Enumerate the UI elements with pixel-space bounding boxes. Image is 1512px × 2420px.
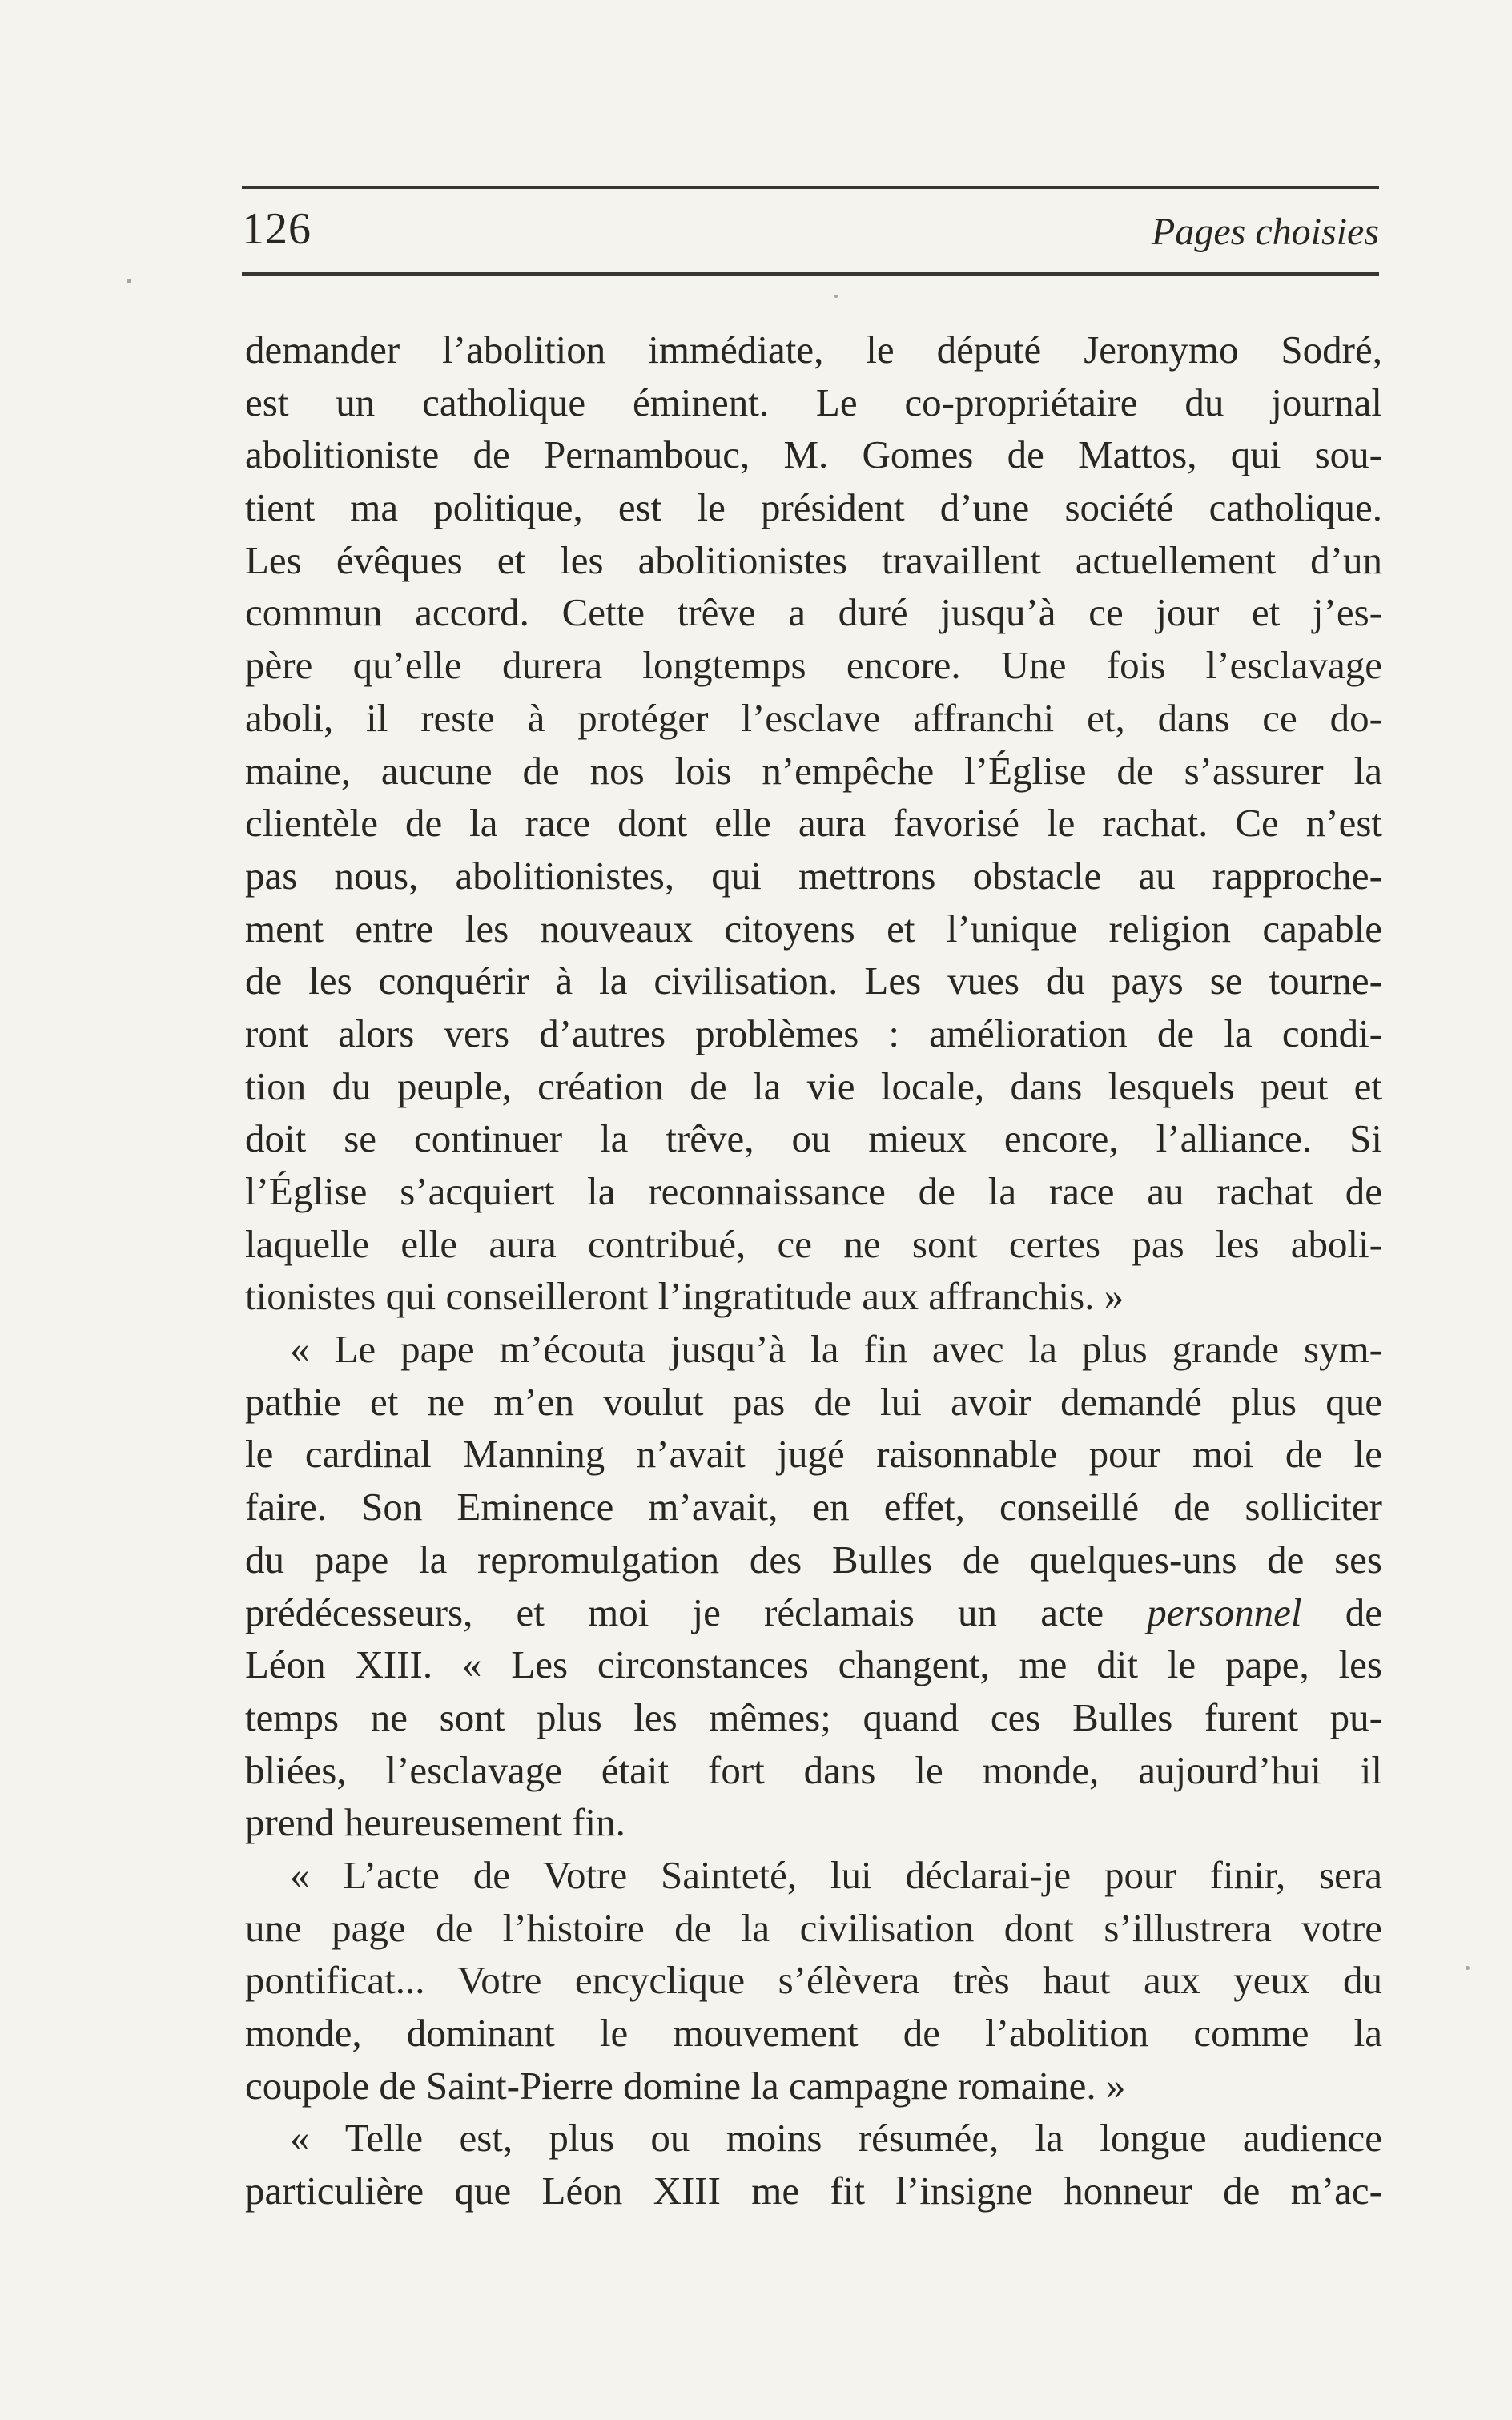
text-line: pas nous, abolitionistes, qui mettrons obstacle au rapproche- (245, 853, 1382, 898)
running-title: Pages choisies (1152, 211, 1379, 253)
text-line: est un catholique éminent. Le co-propriétaire du journal (245, 380, 1382, 424)
text-line: commun accord. Cette trêve a duré jusqu’à ce jour et j’es- (245, 590, 1382, 635)
text-fragment: prédécesseurs, et moi je réclamais un acte (245, 1590, 1104, 1634)
text-line: abolitioniste de Pernambouc, M. Gomes de Mattos, qui sou- (245, 432, 1382, 477)
text-line: tionistes qui conseilleront l’ingratitude aux affranchis. » (245, 1274, 1124, 1319)
text-line: « L’acte de Votre Sainteté, lui déclarai-je pour finir, sera (290, 1852, 1382, 1897)
text-line: maine, aucune de nos lois n’empêche l’Église de s’assurer la (245, 748, 1382, 793)
text-line: l’Église s’acquiert la reconnaissance de la race au rachat de (245, 1169, 1382, 1213)
text-line: aboli, il reste à protéger l’esclave affranchi et, dans ce do- (245, 695, 1382, 740)
body-text (245, 324, 1382, 2217)
text-line: du pape la repromulgation des Bulles de quelques-uns de ses (245, 1537, 1382, 1582)
text-line-mixed (245, 1586, 1382, 1639)
text-line: une page de l’histoire de la civilisation dont s’illustrera votre (245, 1905, 1382, 1950)
text-line: pontificat... Votre encyclique s’élèvera très haut aux yeux du (245, 1958, 1382, 2003)
text-line: Léon XIII. « Les circonstances changent, me dit le pape, les (245, 1642, 1382, 1687)
paper-speck (834, 295, 838, 298)
text-line: le cardinal Manning n’avait jugé raisonnable pour moi de le (245, 1432, 1382, 1477)
header-top-rule (242, 186, 1379, 189)
text-line: tient ma politique, est le président d’une société catholique. (245, 485, 1382, 530)
text-fragment: de (1345, 1590, 1382, 1634)
text-line: père qu’elle durera longtemps encore. Une fois l’esclavage (245, 643, 1382, 688)
text-line: ment entre les nouveaux citoyens et l’unique religion capable (245, 906, 1382, 951)
header-bottom-rule (242, 272, 1379, 276)
text-line: laquelle elle aura contribué, ce ne sont certes pas les aboli- (245, 1221, 1382, 1266)
text-line: pathie et ne m’en voulut pas de lui avoir demandé plus que (245, 1379, 1382, 1424)
text-line: particulière que Léon XIII me fit l’insigne honneur de m’ac- (245, 2169, 1382, 2213)
paper-speck (1466, 1966, 1470, 1970)
text-line: faire. Son Eminence m’avait, en effet, conseillé de solliciter (245, 1485, 1382, 1530)
text-line: Les évêques et les abolitionistes travaillent actuellement d’un (245, 537, 1382, 582)
text-line: « Le pape m’écouta jusqu’à la fin avec la plus grande sym- (290, 1327, 1382, 1372)
text-line: tion du peuple, création de la vie locale, dans lesquels peut et (245, 1063, 1382, 1108)
text-line: temps ne sont plus les mêmes; quand ces Bulles furent pu- (245, 1694, 1382, 1739)
text-line: clientèle de la race dont elle aura favorisé le rachat. Ce n’est (245, 801, 1382, 846)
text-line: monde, dominant le mouvement de l’abolition comme la (245, 2011, 1382, 2055)
page-number: 126 (242, 204, 312, 254)
text-line: de les conquérir à la civilisation. Les vues du pays se tourne- (245, 959, 1382, 1003)
text-line: demander l’abolition immédiate, le député Jeronymo Sodré, (245, 328, 1382, 372)
italic-word: personnel (1147, 1590, 1302, 1634)
paper-speck (127, 279, 131, 283)
text-line: coupole de Saint-Pierre domine la campagne romaine. » (245, 2063, 1126, 2108)
text-line: ront alors vers d’autres problèmes : amélioration de la condi- (245, 1011, 1382, 1055)
text-line: « Telle est, plus ou moins résumée, la longue audience (290, 2116, 1382, 2161)
text-line: bliées, l’esclavage était fort dans le monde, aujourd’hui il (245, 1747, 1382, 1792)
text-line: prend heureusement fin. (245, 1800, 625, 1845)
text-line: doit se continuer la trêve, ou mieux encore, l’alliance. Si (245, 1116, 1382, 1161)
